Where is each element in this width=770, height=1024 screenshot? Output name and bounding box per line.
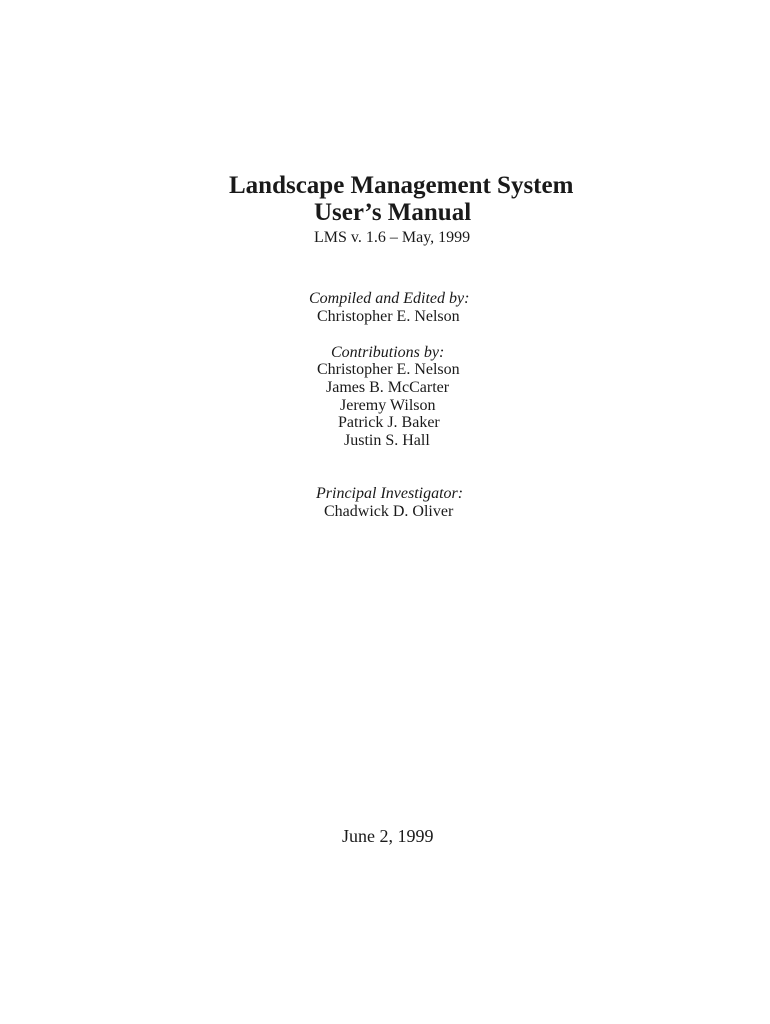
investigator-name: Chadwick D. Oliver — [324, 503, 454, 520]
document-title-line-2: User’s Manual — [314, 199, 472, 226]
contributions-label: Contributions by: — [331, 344, 445, 361]
document-title-line-1: Landscape Management System — [229, 172, 574, 199]
contributor-name: Jeremy Wilson — [340, 397, 436, 414]
contributor-name: James B. McCarter — [326, 379, 450, 396]
contributor-name: Christopher E. Nelson — [317, 361, 460, 378]
compiled-label: Compiled and Edited by: — [309, 290, 470, 307]
compiled-name: Christopher E. Nelson — [317, 308, 460, 325]
contributor-name: Justin S. Hall — [344, 432, 430, 449]
version-line: LMS v. 1.6 – May, 1999 — [314, 229, 471, 246]
contributor-name: Patrick J. Baker — [338, 414, 440, 431]
investigator-label: Principal Investigator: — [316, 485, 464, 502]
document-date: June 2, 1999 — [342, 826, 434, 846]
